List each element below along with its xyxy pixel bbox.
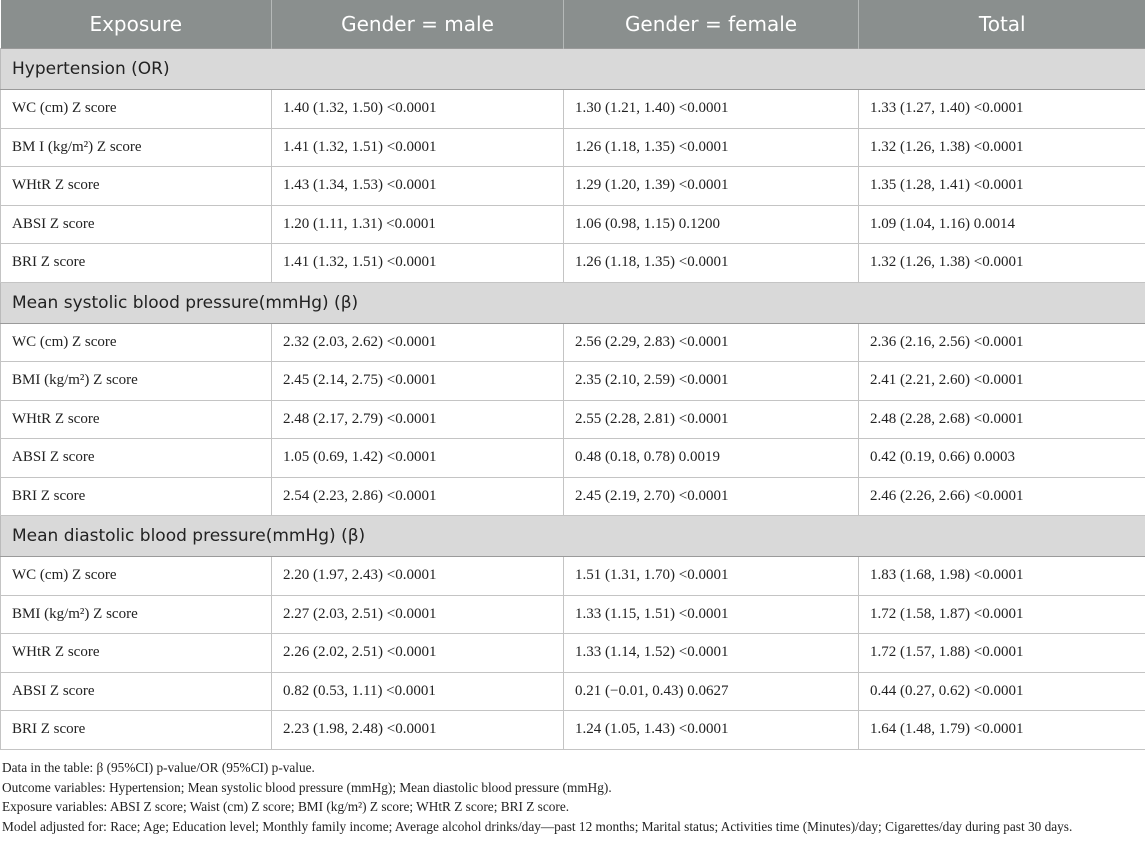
footnote-data-format: Data in the table: β (95%CI) p-value/OR (95%CI) p-value. bbox=[2, 760, 315, 775]
female-value-cell: 2.35 (2.10, 2.59) <0.0001 bbox=[564, 362, 859, 401]
total-value-cell: 2.46 (2.26, 2.66) <0.0001 bbox=[859, 477, 1145, 516]
male-value-cell: 2.54 (2.23, 2.86) <0.0001 bbox=[272, 477, 564, 516]
table-row bbox=[1, 244, 1145, 283]
male-value-cell: 2.45 (2.14, 2.75) <0.0001 bbox=[272, 362, 564, 401]
female-value-cell: 2.45 (2.19, 2.70) <0.0001 bbox=[564, 477, 859, 516]
total-value-cell: 1.72 (1.57, 1.88) <0.0001 bbox=[859, 634, 1145, 673]
total-value-cell: 1.83 (1.68, 1.98) <0.0001 bbox=[859, 557, 1145, 596]
exposure-cell: BRI Z score bbox=[1, 244, 272, 283]
footnote-model-adjustment: Model adjusted for: Race; Age; Education level; Monthly family income; Average alcohol drinks/day—past 12 months; Marital status; Activities time (Minutes)/day; Cigarettes/day during past 30 days. bbox=[2, 818, 1073, 834]
total-value-cell: 1.72 (1.58, 1.87) <0.0001 bbox=[859, 595, 1145, 634]
exposure-cell: ABSI Z score bbox=[1, 672, 272, 711]
male-value-cell: 1.41 (1.32, 1.51) <0.0001 bbox=[272, 244, 564, 283]
female-value-cell: 1.29 (1.20, 1.39) <0.0001 bbox=[564, 167, 859, 206]
column-header-female: Gender = female bbox=[564, 0, 859, 49]
table-row bbox=[1, 205, 1145, 244]
table-row bbox=[1, 711, 1145, 750]
table-row bbox=[1, 634, 1145, 673]
female-value-cell: 1.33 (1.14, 1.52) <0.0001 bbox=[564, 634, 859, 673]
exposure-cell: ABSI Z score bbox=[1, 205, 272, 244]
table-row bbox=[1, 400, 1145, 439]
exposure-cell: WC (cm) Z score bbox=[1, 323, 272, 362]
male-value-cell: 1.41 (1.32, 1.51) <0.0001 bbox=[272, 128, 564, 167]
male-value-cell: 1.43 (1.34, 1.53) <0.0001 bbox=[272, 167, 564, 206]
exposure-cell: WC (cm) Z score bbox=[1, 90, 272, 129]
table-footnotes bbox=[0, 758, 1135, 836]
column-header-male: Gender = male bbox=[272, 0, 564, 49]
footnote-exposure-variables: Exposure variables: ABSI Z score; Waist (cm) Z score; BMI (kg/m²) Z score; WHtR Z score; BRI Z score. bbox=[2, 799, 570, 814]
exposure-cell: BRI Z score bbox=[1, 711, 272, 750]
exposure-cell: BRI Z score bbox=[1, 477, 272, 516]
female-value-cell: 1.06 (0.98, 1.15) 0.1200 bbox=[564, 205, 859, 244]
total-value-cell: 2.48 (2.28, 2.68) <0.0001 bbox=[859, 400, 1145, 439]
table-row bbox=[1, 439, 1145, 478]
male-value-cell: 1.40 (1.32, 1.50) <0.0001 bbox=[272, 90, 564, 129]
section-title: Mean systolic blood pressure(mmHg) (β) bbox=[1, 282, 1145, 323]
section-title: Mean diastolic blood pressure(mmHg) (β) bbox=[1, 516, 1145, 557]
male-value-cell: 2.27 (2.03, 2.51) <0.0001 bbox=[272, 595, 564, 634]
table-header bbox=[1, 0, 1145, 49]
female-value-cell: 1.30 (1.21, 1.40) <0.0001 bbox=[564, 90, 859, 129]
table-row bbox=[1, 672, 1145, 711]
female-value-cell: 0.48 (0.18, 0.78) 0.0019 bbox=[564, 439, 859, 478]
section-title: Hypertension (OR) bbox=[1, 49, 1145, 90]
table-row bbox=[1, 323, 1145, 362]
total-value-cell: 0.44 (0.27, 0.62) <0.0001 bbox=[859, 672, 1145, 711]
female-value-cell: 1.26 (1.18, 1.35) <0.0001 bbox=[564, 128, 859, 167]
total-value-cell: 1.32 (1.26, 1.38) <0.0001 bbox=[859, 244, 1145, 283]
exposure-cell: BMI (kg/m²) Z score bbox=[1, 595, 272, 634]
table-row bbox=[1, 167, 1145, 206]
female-value-cell: 1.51 (1.31, 1.70) <0.0001 bbox=[564, 557, 859, 596]
header-row bbox=[1, 0, 1145, 49]
male-value-cell: 2.32 (2.03, 2.62) <0.0001 bbox=[272, 323, 564, 362]
exposure-cell: BMI (kg/m²) Z score bbox=[1, 362, 272, 401]
footnote-outcome-variables: Outcome variables: Hypertension; Mean systolic blood pressure (mmHg); Mean diastolic blood pressure (mmHg). bbox=[2, 779, 612, 795]
exposure-cell: ABSI Z score bbox=[1, 439, 272, 478]
exposure-cell: WC (cm) Z score bbox=[1, 557, 272, 596]
column-header-exposure: Exposure bbox=[1, 0, 272, 49]
exposure-cell: WHtR Z score bbox=[1, 167, 272, 206]
male-value-cell: 0.82 (0.53, 1.11) <0.0001 bbox=[272, 672, 564, 711]
table-body bbox=[1, 49, 1145, 750]
table-row bbox=[1, 557, 1145, 596]
total-value-cell: 1.33 (1.27, 1.40) <0.0001 bbox=[859, 90, 1145, 129]
male-value-cell: 1.05 (0.69, 1.42) <0.0001 bbox=[272, 439, 564, 478]
table-row bbox=[1, 477, 1145, 516]
table-row bbox=[1, 595, 1145, 634]
female-value-cell: 2.56 (2.29, 2.83) <0.0001 bbox=[564, 323, 859, 362]
total-value-cell: 1.35 (1.28, 1.41) <0.0001 bbox=[859, 167, 1145, 206]
male-value-cell: 1.20 (1.11, 1.31) <0.0001 bbox=[272, 205, 564, 244]
total-value-cell: 0.42 (0.19, 0.66) 0.0003 bbox=[859, 439, 1145, 478]
total-value-cell: 1.09 (1.04, 1.16) 0.0014 bbox=[859, 205, 1145, 244]
column-header-total: Total bbox=[859, 0, 1145, 49]
male-value-cell: 2.20 (1.97, 2.43) <0.0001 bbox=[272, 557, 564, 596]
female-value-cell: 1.33 (1.15, 1.51) <0.0001 bbox=[564, 595, 859, 634]
female-value-cell: 1.24 (1.05, 1.43) <0.0001 bbox=[564, 711, 859, 750]
exposure-cell: WHtR Z score bbox=[1, 634, 272, 673]
total-value-cell: 1.32 (1.26, 1.38) <0.0001 bbox=[859, 128, 1145, 167]
section-row bbox=[1, 49, 1145, 90]
exposure-cell: BM I (kg/m²) Z score bbox=[1, 128, 272, 167]
section-row bbox=[1, 282, 1145, 323]
total-value-cell: 2.41 (2.21, 2.60) <0.0001 bbox=[859, 362, 1145, 401]
male-value-cell: 2.23 (1.98, 2.48) <0.0001 bbox=[272, 711, 564, 750]
female-value-cell: 1.26 (1.18, 1.35) <0.0001 bbox=[564, 244, 859, 283]
section-row bbox=[1, 516, 1145, 557]
female-value-cell: 0.21 (−0.01, 0.43) 0.0627 bbox=[564, 672, 859, 711]
table-row bbox=[1, 128, 1145, 167]
total-value-cell: 1.64 (1.48, 1.79) <0.0001 bbox=[859, 711, 1145, 750]
total-value-cell: 2.36 (2.16, 2.56) <0.0001 bbox=[859, 323, 1145, 362]
male-value-cell: 2.26 (2.02, 2.51) <0.0001 bbox=[272, 634, 564, 673]
male-value-cell: 2.48 (2.17, 2.79) <0.0001 bbox=[272, 400, 564, 439]
table-row bbox=[1, 90, 1145, 129]
exposure-cell: WHtR Z score bbox=[1, 400, 272, 439]
table-row bbox=[1, 362, 1145, 401]
female-value-cell: 2.55 (2.28, 2.81) <0.0001 bbox=[564, 400, 859, 439]
